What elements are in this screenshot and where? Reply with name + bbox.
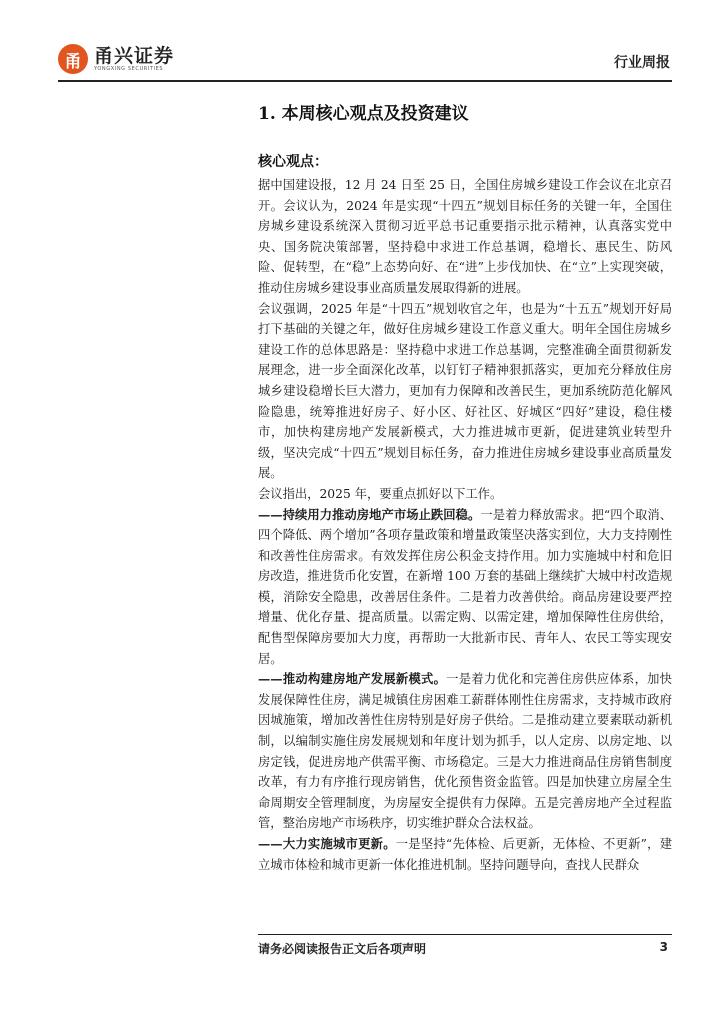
- footer-divider: [258, 934, 672, 935]
- section-title: 1. 本周核心观点及投资建议: [258, 104, 469, 124]
- page-number: 3: [659, 940, 668, 954]
- paragraph: [258, 299, 672, 484]
- header-divider: [58, 80, 672, 82]
- paragraph-text: 一是坚持“先体检、后更新，无体检、不更新”，建立城市体检和城市更新一体化推进机制。坚持问题导向，查找人民群众: [258, 837, 672, 872]
- paragraph-text: 据中国建设报，12 月 24 日至 25 日，全国住房城乡建设工作会议在北京召开。会议认为，2024 年是实现“十四五”规划目标任务的关键一年，全国住房城乡建设系统深入贯彻习近平总书记重要指示批示精神，认真落实党中央、国务院决策部署，坚持稳中求进工作总基调，稳增长、惠民生、防风险、促转型，在“稳”上态势向好、在“进”上步伐加快、在“立”上实现突破，推动住房城乡建设事业高质量发展取得新的进展。: [258, 178, 672, 295]
- company-logo: [58, 44, 174, 74]
- body-text: [258, 175, 672, 875]
- paragraph: [258, 669, 672, 834]
- paragraph: [258, 175, 672, 299]
- paragraph-text: 一是着力优化和完善住房供应体系，加快发展保障性住房，满足城镇住房困难工薪群体刚性住房需求，支持城市政府因城施策，增加改善性住房特别是好房子供给。二是推动建立要素联动新机制，以编制实施住房发展规划和年度计划为抓手，以人定房、以房定地、以房定钱，促进房地产供需平衡、市场稳定。三是大力推进商品住房销售制度改革，有力有序推行现房销售，优化预售资金监管。四是加快建立房屋全生命周期安全管理制度，为房屋安全提供有力保障。五是完善房地产全过程监管，整治房地产市场秩序，切实维护群众合法权益。: [258, 672, 672, 831]
- paragraph-lead: ——大力实施城市更新。: [258, 836, 396, 851]
- paragraph: [258, 505, 672, 670]
- paragraph-lead: ——推动构建房地产发展新模式。: [258, 671, 447, 687]
- page-header: [58, 44, 672, 80]
- paragraph-lead: ——持续用力推动房地产市场止跌回稳。: [258, 506, 481, 522]
- logo-wordmark: [94, 46, 174, 73]
- paragraph: [258, 834, 672, 875]
- report-type-label: 行业周报: [614, 55, 670, 71]
- paragraph: [258, 484, 672, 505]
- logo-mark-icon: 甬: [58, 44, 88, 74]
- logo-name-en: YONGXING SECURITIES: [94, 65, 164, 72]
- paragraph-text: 会议强调，2025 年是“十四五”规划收官之年，也是为“十五五”规划开好局打下基础的关键之年，做好住房城乡建设工作意义重大。明年全国住房城乡建设工作的总体思路是：坚持稳中求进工作总基调，完整准确全面贯彻新发展理念，进一步全面深化改革，以钉钉子精神狠抓落实，更加充分释放住房城乡建设稳增长巨大潜力，更加有力保障和改善民生，更加系统防范化解风险隐患，统筹推进好房子、好小区、好社区、好城区“四好”建设，稳住楼市，加快构建房地产发展新模式，大力推进城市更新，促进建筑业转型升级，坚决完成“十四五”规划目标任务，奋力推进住房城乡建设事业高质量发展。: [258, 301, 672, 481]
- disclaimer-note: 请务必阅读报告正文后各项声明: [258, 942, 427, 956]
- paragraph-text: 一是着力释放需求。把“四个取消、四个降低、两个增加”各项存量政策和增量政策坚决落实到位，大力支持刚性和改善性住房需求。有效发挥住房公积金支持作用。加力实施城中村和危旧房改造，推进货币化安置，在新增 100 万套的基础上继续扩大城中村改造规模，消除安全隐患，改善居住条件。二是着力改善供给。商品房建设要严控增量、优化存量、提高质量。以需定购、以需定建，增加保障性住房供给，配售型保障房要加大力度，再帮助一大批新市民、青年人、农民工等实现安居。: [258, 507, 672, 666]
- sub-heading: 核心观点：: [258, 154, 328, 170]
- logo-name-cn: 甬兴证券: [94, 44, 175, 67]
- paragraph-text: 会议指出，2025 年，要重点抓好以下工作。: [258, 486, 503, 501]
